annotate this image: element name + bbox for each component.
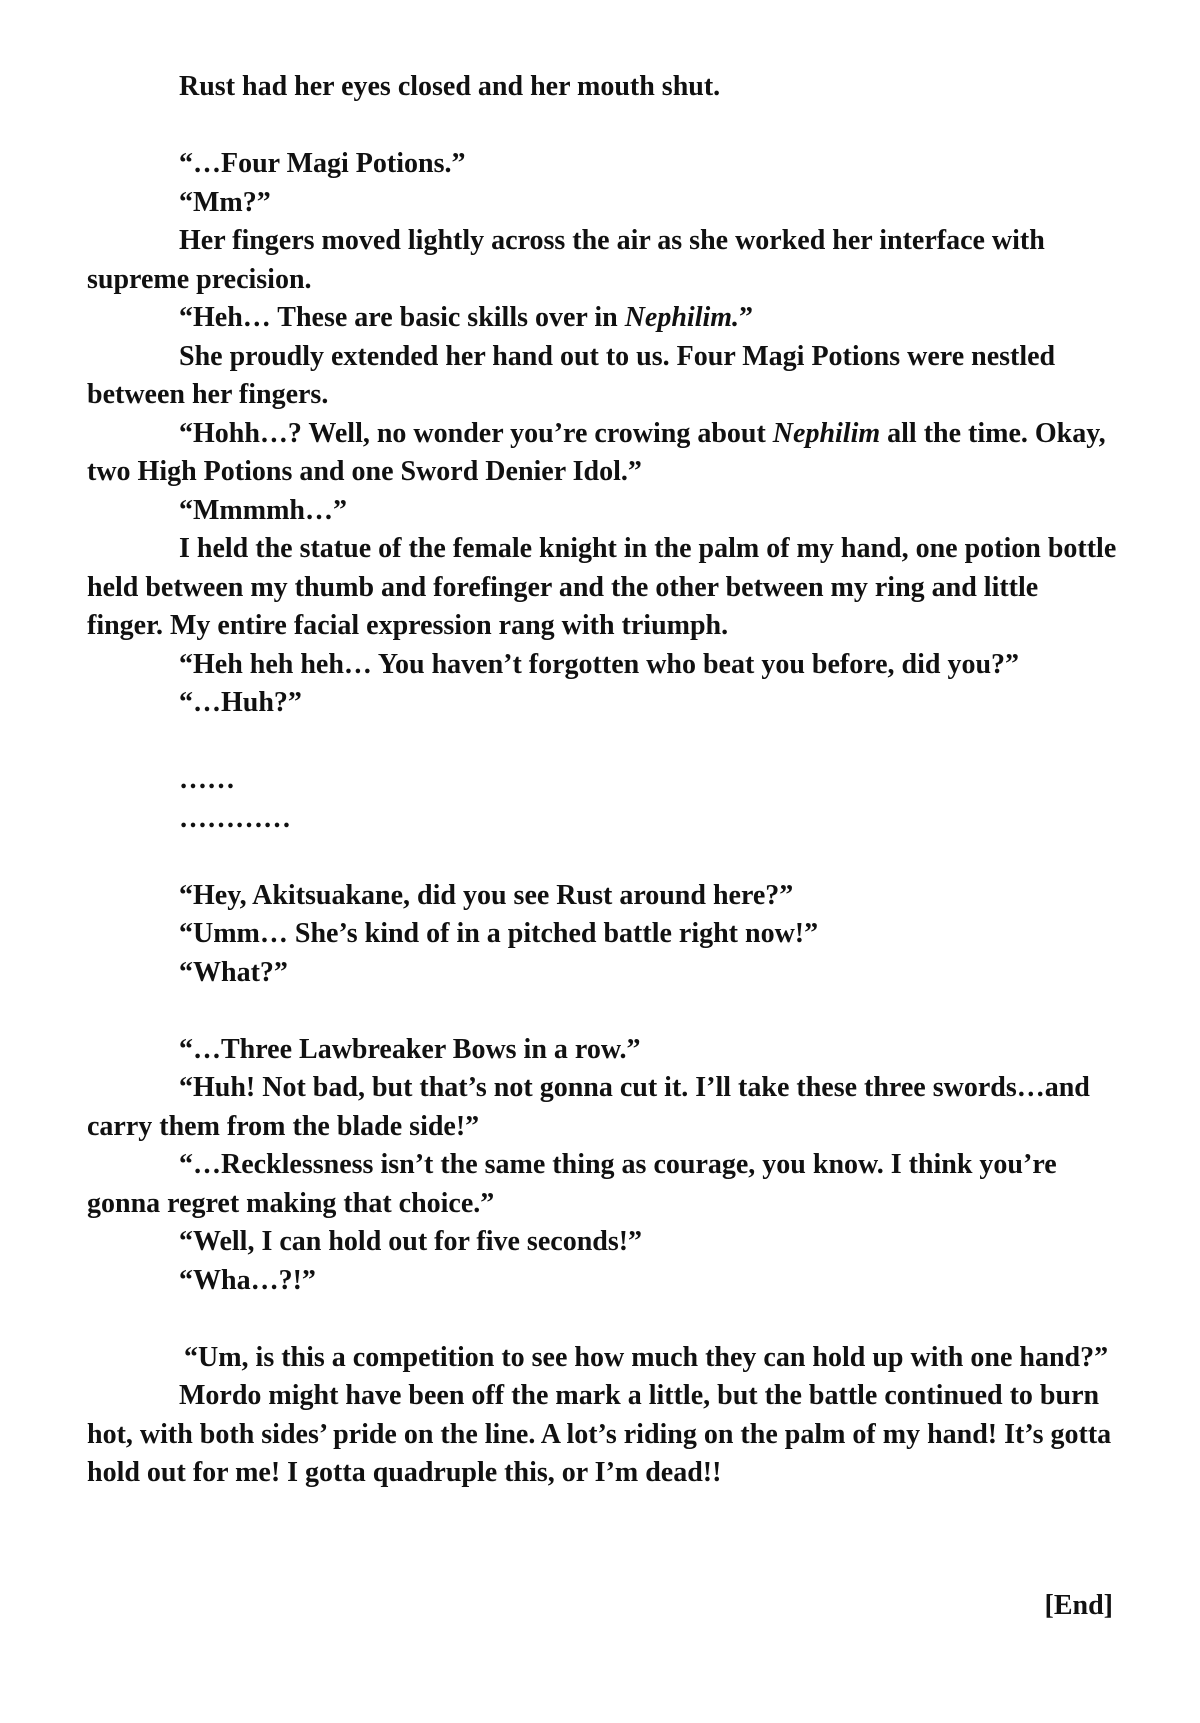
paragraph: “…Four Magi Potions.”: [179, 148, 466, 179]
end-mark: [End]: [1044, 1590, 1113, 1621]
scene-gap: [87, 838, 1117, 877]
paragraph: “Um, is this a competition to see how much they can hold up with one hand?”: [184, 1341, 1109, 1373]
paragraph-text: all the time. Okay, two High Potions and one Sword Denier Idol.”: [87, 417, 1106, 487]
paragraph: “Wha…?!”: [179, 1264, 316, 1296]
scene-gap: [87, 723, 1117, 762]
scene-gap: [87, 107, 1117, 146]
italic-title: Nephilim: [772, 417, 881, 449]
paragraph: “…Three Lawbreaker Bows in a row.”: [179, 1033, 641, 1065]
ellipsis-break: …………: [179, 802, 291, 834]
paragraph: “Heh heh heh… You haven’t forgotten who beat you before, did you?”: [179, 648, 1020, 680]
paragraph: Rust had her eyes closed and her mouth shut.: [179, 71, 721, 102]
paragraph-text: ”: [739, 302, 754, 333]
paragraph-text: “Heh… These are basic skills over in: [179, 302, 625, 333]
paragraph: [87, 415, 1117, 492]
paragraph-text: “Hohh…? Well, no wonder you’re crowing about: [179, 417, 773, 449]
paragraph: Mordo might have been off the mark a little, but the battle continued to burn hot, with both sides’ pride on the line. A lot’s riding on the palm of my hand! It’s gotta hold out for me! I gotta quadruple this, or I’m dead!!: [87, 1380, 1112, 1488]
paragraph: “Umm… She’s kind of in a pitched battle right now!”: [179, 918, 819, 949]
paragraph: “…Recklessness isn’t the same thing as courage, you know. I think you’re gonna regret making that choice.”: [87, 1149, 1057, 1219]
ellipsis-break: ……: [179, 764, 235, 795]
scene-gap: [87, 992, 1117, 1031]
paragraph: I held the statue of the female knight in the palm of my hand, one potion bottle held between my thumb and forefinger and the other between my ring and little finger. My entire facial expression rang with triumph.: [87, 533, 1117, 641]
paragraph: “Mm?”: [179, 186, 271, 218]
italic-title: Nephilim.: [624, 302, 740, 333]
paragraph: She proudly extended her hand out to us. Four Magi Potions were nestled between her fingers.: [87, 340, 1056, 410]
paragraph: “What?”: [179, 956, 288, 988]
paragraph: “Well, I can hold out for five seconds!”: [179, 1226, 643, 1257]
paragraph: “Hey, Akitsuakane, did you see Rust around here?”: [179, 879, 794, 911]
paragraph: “Huh! Not bad, but that’s not gonna cut it. I’ll take these three swords…and carry them from the blade side!”: [87, 1072, 1090, 1142]
scene-gap: [87, 1300, 1117, 1339]
paragraph: Her fingers moved lightly across the air as she worked her interface with supreme precision.: [87, 225, 1045, 295]
paragraph: “Mmmmh…”: [179, 494, 347, 526]
paragraph: [87, 299, 1117, 338]
paragraph: “…Huh?”: [179, 687, 302, 718]
story-text: [87, 68, 1117, 1493]
